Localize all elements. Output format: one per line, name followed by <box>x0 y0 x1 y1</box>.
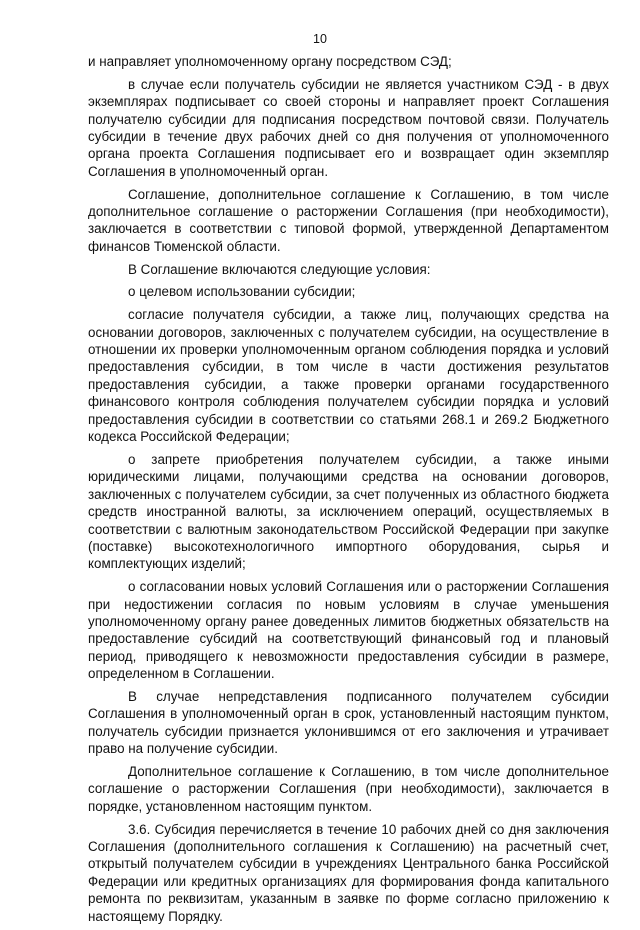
paragraph-non-sed-participant: в случае если получатель субсидии не является участником СЭД - в двух экземплярах подписывает со своей стороны и направляет проект Соглашения получателю субсидии для подписания посредством почтовой связи. Получатель субсидии в течение двух рабочих дней со дня получения от уполномоченного органа проекта Соглашения подписывает его и возвращает один экземпляр Соглашения в уполномоченный орган. <box>88 76 609 179</box>
paragraph-sed-continuation: и направляет уполномоченному органу посредством СЭД; <box>88 54 452 69</box>
paragraph-conditions-intro: В Соглашение включаются следующие условия: <box>128 261 431 277</box>
paragraph-target-use: о целевом использовании субсидии; <box>128 284 356 300</box>
paragraph-additional-agreement: Дополнительное соглашение к Соглашению, в том числе дополнительное соглашение о расторжении Соглашения (при необходимости), заключается в порядке, установленном настоящим пунктом. <box>88 763 609 814</box>
paragraph-non-submission: В случае непредставления подписанного получателем субсидии Соглашения в уполномоченный орган в срок, установленный настоящим пунктом, получатель субсидии признается уклонившимся от его заключения и утрачивает право на получение субсидии. <box>88 688 609 757</box>
paragraph-3-6-transfer: 3.6. Субсидия перечисляется в течение 10 рабочих дней со дня заключения Соглашения (дополнительного соглашения к Соглашению) на расчетный счет, открытый получателем субсидии в учреждениях Центрального банка Российской Федерации или кредитных организациях для формирования фонда капитального ремонта по реквизитам, указанным в заявке по форме согласно приложению к настоящему Порядку. <box>88 821 609 924</box>
page-number: 10 <box>313 32 327 46</box>
paragraph-currency-ban: о запрете приобретения получателем субсидии, а также иными юридическими лицами, получающими средства на основании договоров, заключенных с получателем субсидии, за счет полученных из областного бюджета средств иностранной валюты, за исключением операций, осуществляемых в соответствии с валютным законодательством Российской Федерации при закупке (поставке) высокотехнологичного импортного оборудования, сырья и комплектующих изделий; <box>88 451 609 572</box>
paragraph-new-conditions: о согласовании новых условий Соглашения или о расторжении Соглашения при недостижении согласия по новым условиям в случае уменьшения уполномоченному органу ранее доведенных лимитов бюджетных обязательств на предоставление субсидий на соответствующий финансовый год и плановый период, приводящего к невозможности предоставления субсидии в размере, определенном в Соглашении. <box>88 579 609 682</box>
paragraph-typical-form: Соглашение, дополнительное соглашение к Соглашению, в том числе дополнительное соглашение о расторжении Соглашения (при необходимости), заключается в соответствии с типовой формой, утвержденной Департаментом финансов Тюменской области. <box>88 186 609 254</box>
document-body <box>88 53 609 930</box>
paragraph-inspection-consent: согласие получателя субсидии, а также лиц, получающих средства на основании договоров, заключенных с получателем субсидии, на осуществление в отношении их проверки уполномоченным органом соблюдения порядка и условий предоставления субсидии, в том числе в части достижения результатов предоставления субсидии, а также проверки органами государственного финансового контроля соблюдения получателем субсидии порядка и условий предоставления субсидии в соответствии со статьями 268.1 и 269.2 Бюджетного кодекса Российской Федерации; <box>88 307 609 445</box>
